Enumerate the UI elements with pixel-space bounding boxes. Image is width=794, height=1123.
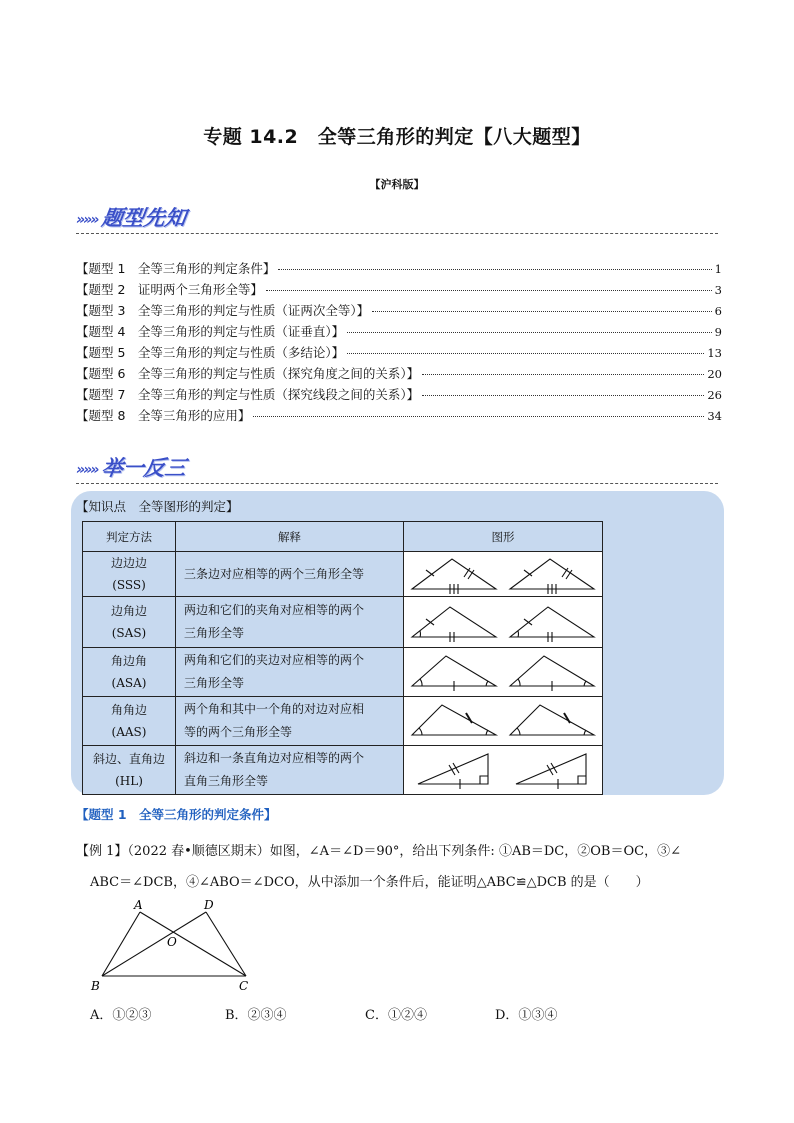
figure-cell	[404, 648, 603, 697]
arrows-icon: »»»	[76, 462, 98, 478]
arrows-icon: »»»	[76, 212, 98, 228]
dashed-divider	[76, 483, 718, 484]
dashed-divider	[76, 233, 718, 234]
option-c[interactable]: C．①②④	[365, 1008, 427, 1023]
label-c: C	[239, 979, 249, 993]
table-header-row	[83, 522, 603, 552]
segment-ab	[102, 912, 140, 976]
label-b: B	[91, 979, 100, 993]
page-title: 专题 14.2 全等三角形的判定【八大题型】	[203, 126, 591, 148]
sss-triangles-figure	[404, 553, 602, 596]
method-cell: 角边角 (ASA)	[83, 648, 176, 697]
method-cell: 斜边、直角边 (HL)	[83, 746, 176, 795]
edition-label: 【沪科版】	[369, 178, 425, 191]
method-cell: 边角边 (SAS)	[83, 597, 176, 648]
header-explain: 解释	[176, 522, 404, 552]
figure-cell	[404, 552, 603, 597]
toc-item[interactable]: 【题型 8 全等三角形的应用】 34	[76, 408, 722, 423]
toc-item[interactable]: 【题型 5 全等三角形的判定与性质（多结论）】 13	[76, 345, 722, 360]
figure-cell	[404, 597, 603, 648]
option-b[interactable]: B．②③④	[225, 1008, 287, 1023]
header-method: 判定方法	[83, 522, 176, 552]
method-cell: 角角边 (AAS)	[83, 697, 176, 746]
toc-item[interactable]: 【题型 7 全等三角形的判定与性质（探究线段之间的关系）】 26	[76, 387, 722, 402]
knowledge-title: 【知识点 全等图形的判定】	[76, 499, 239, 514]
section-heading-practice	[76, 452, 718, 484]
table-row	[83, 746, 603, 795]
header-figure: 图形	[404, 522, 603, 552]
toc-item[interactable]: 【题型 2 证明两个三角形全等】 3	[76, 282, 722, 297]
label-a: A	[134, 898, 143, 912]
section-label: 题型先知	[100, 206, 188, 230]
explain-cell: 两个角和其中一个角的对边对应相 等的两个三角形全等	[176, 697, 404, 746]
criteria-table	[82, 521, 603, 795]
type1-heading: 【题型 1 全等三角形的判定条件】	[76, 807, 277, 822]
option-d[interactable]: D．①③④	[495, 1008, 558, 1023]
section-heading-preview	[76, 202, 718, 234]
explain-cell: 两边和它们的夹角对应相等的两个 三角形全等	[176, 597, 404, 648]
explain-cell: 两角和它们的夹边对应相等的两个 三角形全等	[176, 648, 404, 697]
label-d: D	[204, 898, 214, 912]
figure-cell	[404, 746, 603, 795]
answer-options	[0, 1004, 794, 1026]
segment-dc	[206, 912, 246, 976]
hl-triangles-figure	[404, 746, 602, 794]
label-o: O	[167, 935, 177, 949]
example-1	[76, 836, 726, 898]
toc-item[interactable]: 【题型 6 全等三角形的判定与性质（探究角度之间的关系）】 20	[76, 366, 722, 381]
option-a[interactable]: A．①②③	[90, 1008, 152, 1023]
toc-item[interactable]: 【题型 1 全等三角形的判定条件】 1	[76, 261, 722, 276]
table-row	[83, 648, 603, 697]
example-line-1: 【例 1】（2022 春•顺德区期末）如图，∠A＝∠D＝90°，给出下列条件: ①AB＝DC，②OB＝OC，③∠	[76, 844, 681, 859]
example-line-2: ABC＝∠DCB，④∠ABO＝∠DCO，从中添加一个条件后，能证明△ABC≌△DCB 的是（ ）	[90, 875, 649, 890]
table-row	[83, 552, 603, 597]
aas-triangles-figure	[404, 697, 602, 745]
method-cell: 边边边 (SSS)	[83, 552, 176, 597]
table-row	[83, 597, 603, 648]
explain-cell: 三条边对应相等的两个三角形全等	[176, 552, 404, 597]
segment-db	[102, 912, 206, 976]
toc-item[interactable]: 【题型 3 全等三角形的判定与性质（证两次全等）】 6	[76, 303, 722, 318]
explain-cell: 斜边和一条直角边对应相等的两个 直角三角形全等	[176, 746, 404, 795]
section-label: 举一反三	[100, 456, 188, 480]
table-row	[83, 697, 603, 746]
geometry-figure	[88, 896, 258, 994]
toc-item[interactable]: 【题型 4 全等三角形的判定与性质（证垂直）】 9	[76, 324, 722, 339]
segment-ac	[140, 912, 246, 976]
figure-cell	[404, 697, 603, 746]
sas-triangles-figure	[404, 597, 602, 647]
asa-triangles-figure	[404, 648, 602, 696]
table-of-contents	[76, 259, 722, 427]
